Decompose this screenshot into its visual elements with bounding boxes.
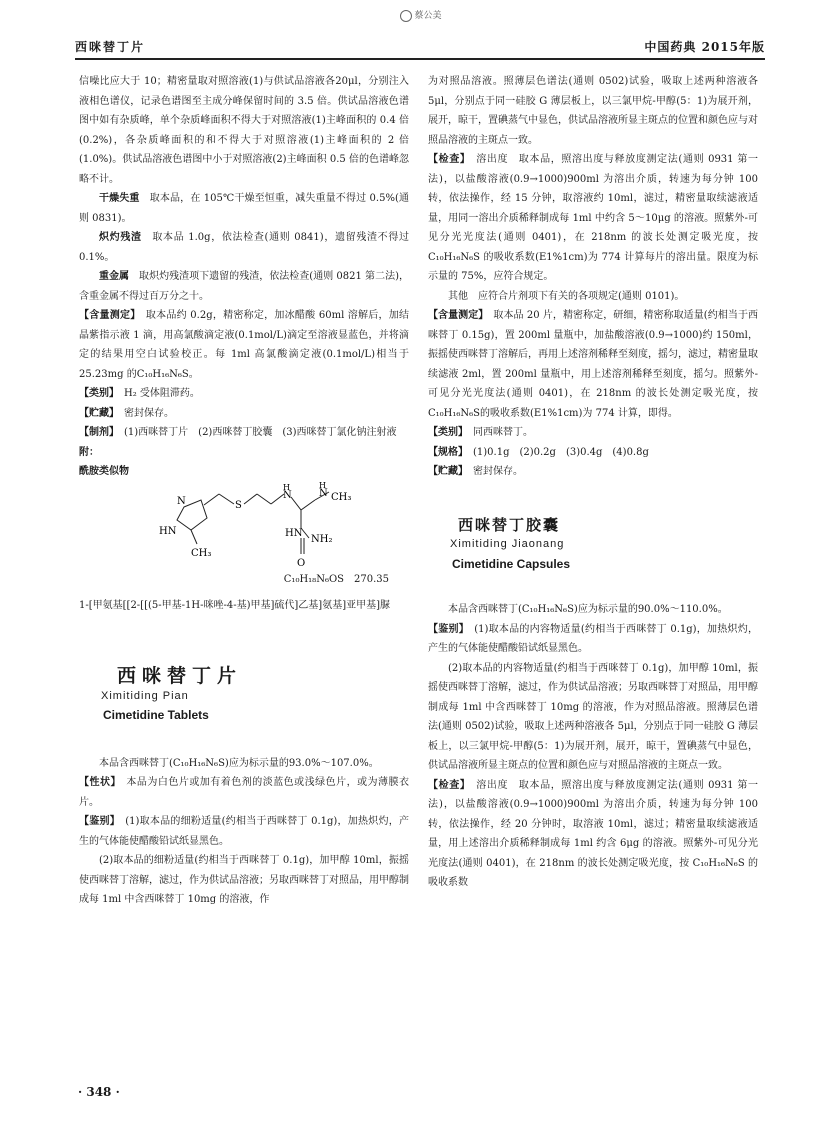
monograph-title: 西咪替丁胶囊	[458, 515, 561, 534]
paragraph: 【制剂】 (1)西咪替丁片 (2)西咪替丁胶囊 (3)西咪替丁氯化钠注射液	[79, 427, 397, 438]
monograph-pinyin: Ximitiding Jiaonang	[450, 538, 565, 550]
related-compound-label: 酰胺类似物	[79, 466, 129, 477]
chemical-name: 1-[甲氨基[[2-[[(5-甲基-1H-咪唑-4-基)甲基]硫代]乙基]氨基]亚甲基]脲	[79, 599, 391, 611]
paragraph: 炽灼残渣 取本品 1.0g，依法检查(通则 0841)，遗留残渣不得过 0.1%。	[79, 232, 410, 263]
struct-label: CH₃	[191, 547, 212, 559]
paragraph: 【含量测定】 取本品 20 片，精密称定，研细，精密称取适量(约相当于西咪替丁 0.15g)，置 200ml 量瓶中，加盐酸溶液(0.9→1000)约 150ml，振摇使西咪替丁溶解后，再用上述溶剂稀释至刻度，摇匀，滤过，精密量取续滤液 2ml，置 200ml 量瓶中，用上述溶剂稀释至刻度，摇匀。照紫外-可见分光光度法(通则 0401)，在 218nm 的波长处测定吸光度，按C₁₀H₁₆N₆S的吸收系数(E1%1cm)为 774 计算，即得。	[428, 310, 759, 419]
molecular-formula: C₁₀H₁₈N₆OS 270.35	[283, 574, 389, 585]
struct-label: N	[319, 487, 328, 499]
struct-label: CH₃	[331, 491, 352, 503]
paragraph: 重金属 取炽灼残渣项下遗留的残渣，依法检查(通则 0821 第二法)，含重金属不得过百万分之十。	[79, 271, 410, 302]
struct-label: O	[297, 557, 306, 569]
struct-label: H	[319, 481, 326, 490]
struct-label: HN	[159, 525, 177, 537]
spacer	[79, 726, 409, 754]
monograph-english: Cimetidine Capsules	[452, 556, 571, 571]
paragraph: 【类别】 同西咪替丁。	[428, 427, 533, 438]
spacer	[428, 482, 758, 516]
struct-label: NH₂	[311, 533, 333, 545]
paragraph: 【检查】 溶出度 取本品，照溶出度与释放度测定法(通则 0931 第一法)，以盐酸溶液(0.9→1000)900ml 为溶出介质，转速为每分钟 100 转，依法操作，经 20 分钟时，取溶液 10ml，滤过；精密量取续滤液适量，用上述溶出介质稀释制成每 1ml 约含 6μg 的溶液。照紫外-可见分光光度法(通则 0401)，在 218nm 的波长处测定吸光度，按 C₁₀H₁₆N₆S 的吸收系数	[428, 779, 758, 888]
paragraph: 本品含西咪替丁(C₁₀H₁₆N₆S)应为标示量的90.0%～110.0%。	[448, 604, 728, 615]
paragraph: 【贮藏】 密封保存。	[428, 466, 523, 477]
paragraph: 【鉴别】 (1)取本品的内容物适量(约相当于西咪替丁 0.1g)，加热炽灼，产生的气体能使醋酸铅试纸显黑色。	[428, 623, 759, 654]
publisher-logo: 蔡公美	[385, 8, 457, 34]
right-column	[428, 72, 758, 893]
struct-label: N	[283, 489, 292, 501]
appendix-label: 附：	[79, 446, 99, 458]
paragraph: 【规格】 (1)0.1g (2)0.2g (3)0.4g (4)0.8g	[428, 446, 649, 458]
header-rule	[75, 58, 765, 60]
paragraph: 信噪比应大于 10；精密量取对照溶液(1)与供试品溶液各20μl，分别注入液相色谱仪，记录色谱图至主成分峰保留时间的 3.5 倍。供试品溶液色谱图中如有杂质峰，单个杂质峰面积不得大于对照溶液(1)主峰面积的 0.4 倍(0.2%)，各杂质峰面积的和不得大于对照溶液(1)主峰面积的 2 倍(1.0%)。供试品溶液色谱图中小于对照溶液(2)主峰面积 0.5 倍的色谱峰忽略不计。	[79, 76, 409, 185]
paragraph: 【贮藏】 密封保存。	[79, 407, 174, 419]
monograph-english: Cimetidine Tablets	[103, 708, 209, 722]
struct-label: S	[235, 499, 242, 511]
paragraph: (2)取本品的内容物适量(约相当于西咪替丁 0.1g)，加甲醇 10ml，振摇使西咪替丁溶解，滤过，作为供试品溶液；另取西咪替丁对照品，用甲醇制成每 1ml 中含西咪替丁 10mg 的溶液，作为对照品溶液。照薄层色谱法(通则 0502)试验，吸取上述两种溶液各 5μl，分别点于同一硅胶 G 薄层板上，以三氯甲烷-甲醇(5：1)为展开剂，展开，晾干，置碘蒸气中显色，供试品溶液所显主斑点的位置和颜色应与对照品溶液的主斑点一致。	[428, 662, 759, 771]
book-title: 中国药典 2015年版	[644, 40, 765, 54]
spacer	[428, 574, 758, 600]
paragraph: (2)取本品的细粉适量(约相当于西咪替丁 0.1g)，加甲醇 10ml，振摇使西咪替丁溶解，滤过，作为供试品溶液；另取西咪替丁对照品，用甲醇制成每 1ml 中含西咪替丁 10mg 的溶液，作	[79, 855, 409, 905]
paragraph: 【性状】 本品为白色片或加有着色剂的淡蓝色或浅绿色片，或为薄膜衣片。	[79, 777, 410, 808]
paragraph: 干燥失重 取本品，在 105℃干燥至恒重，减失重量不得过 0.5%(通则 0831)。	[79, 193, 410, 224]
struct-label: N	[177, 495, 186, 507]
paragraph: 其他 应符合片剂项下有关的各项规定(通则 0101)。	[448, 290, 685, 302]
paragraph: 【类别】 H₂ 受体阻滞药。	[79, 388, 200, 399]
monograph-pinyin: Ximitiding Pian	[101, 689, 189, 702]
paragraph: 【含量测定】 取本品约 0.2g，精密称定，加冰醋酸 60ml 溶解后，加结晶紫指示液 1 滴，用高氯酸滴定液(0.1mol/L)滴定至溶液显蓝色，并将滴定的结果用空白试验校正。每 1ml 高氯酸滴定液(0.1mol/L)相当于 25.23mg 的C₁₀H₁₆N₆S。	[79, 310, 410, 380]
struct-label: H	[283, 482, 290, 492]
spacer	[79, 615, 409, 667]
paragraph: 本品含西咪替丁(C₁₀H₁₆N₆S)应为标示量的93.0%～107.0%。	[99, 757, 379, 769]
left-column	[79, 72, 409, 910]
paragraph: 为对照品溶液。照薄层色谱法(通则 0502)试验，吸取上述两种溶液各 5μl，分别点于同一硅胶 G 薄层板上，以三氯甲烷-甲醇(5：1)为展开剂，展开，晾干，置碘蒸气中显色，供试品溶液所显主斑点的位置和颜色应与对照品溶液的主斑点一致。	[428, 76, 758, 146]
paragraph: 【检查】 溶出度 取本品，照溶出度与释放度测定法(通则 0931 第一法)，以盐酸溶液(0.9→1000)900ml 为溶出介质，转速为每分钟 100 转，依法操作，经 15 分钟，取溶液约 10ml，滤过，精密量取续滤液适量，用同一溶出介质稀释制成每 1ml 中约含 5～10μg 的溶液。照紫外-可见分光光度法(通则 0401)，在 218nm 的波长处测定吸光度，按 C₁₀H₁₆N₆S 的吸收系数(E1%1cm)为 774 计算每片的溶出量。限度为标示量的 75%，应符合规定。	[428, 154, 758, 282]
monograph-title: 西咪替丁片	[117, 665, 243, 687]
page-number: · 348 ·	[78, 1085, 120, 1099]
page-header	[75, 8, 765, 56]
logo-icon	[400, 10, 412, 22]
chemical-structure	[79, 482, 409, 592]
running-title: 西咪替丁片	[75, 40, 146, 54]
paragraph: 【鉴别】 (1)取本品的细粉适量(约相当于西咪替丁 0.1g)，加热炽灼，产生的气体能使醋酸铅试纸显黑色。	[79, 816, 410, 847]
struct-label: HN	[285, 527, 303, 539]
